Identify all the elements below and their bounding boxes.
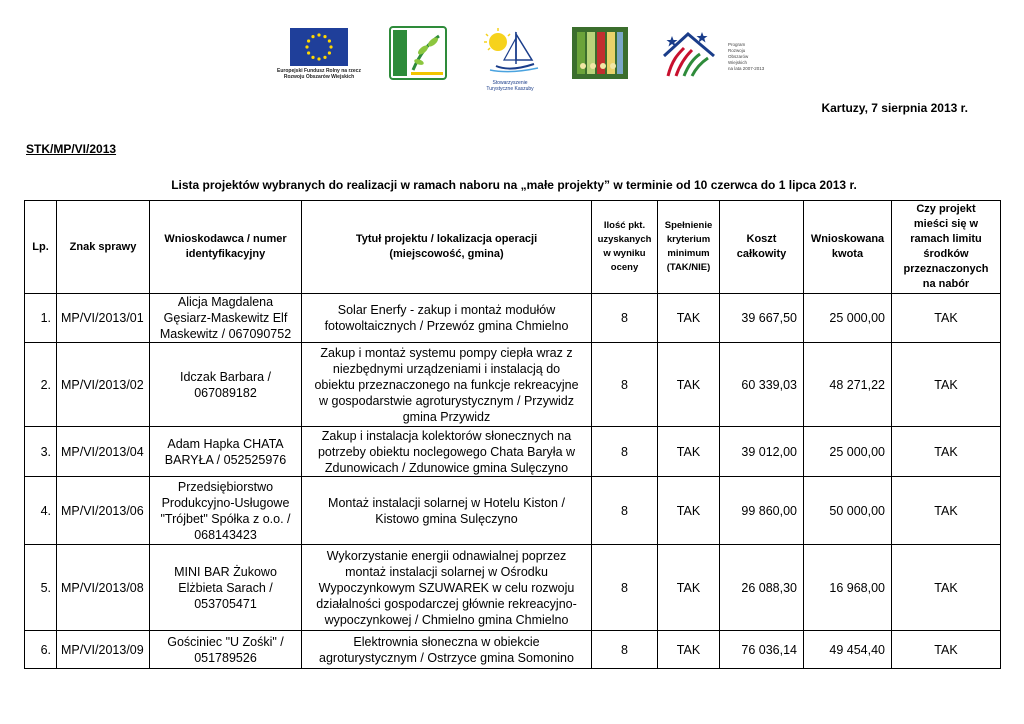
row-points: 8 [592, 477, 658, 545]
row-cost: 99 860,00 [720, 477, 804, 545]
prow-caption: Obszarów [728, 54, 749, 59]
row-title: Montaż instalacji solarnej w Hotelu Kiston / Kistowo gmina Sulęczyno [302, 477, 592, 545]
row-lp: 5. [25, 545, 57, 631]
leader-logo [389, 26, 447, 80]
row-sign: MP/VI/2013/01 [57, 294, 150, 343]
document-date: Kartuzy, 7 sierpnia 2013 r. [821, 101, 968, 115]
row-requested: 49 454,40 [804, 631, 892, 669]
row-cost: 39 012,00 [720, 427, 804, 477]
row-criteria: TAK [658, 631, 720, 669]
row-sign: MP/VI/2013/02 [57, 343, 150, 427]
row-criteria: TAK [658, 477, 720, 545]
prow-caption: Program [728, 42, 746, 47]
row-sign: MP/VI/2013/09 [57, 631, 150, 669]
row-title: Wykorzystanie energii odnawialnej poprzez montaż instalacji solarnej w Ośrodku Wypoczynkowym SZUWAREK w celu rozwoju działalności gospodarczej głównie rekreacyjno- wypoczynkowej / Chmielno gmina Chmielno [302, 545, 592, 631]
row-applicant: Alicja Magdalena Gęsiarz-Maskewitz Elf Maskewitz / 067090752 [150, 294, 302, 343]
row-sign: MP/VI/2013/06 [57, 477, 150, 545]
row-in-limit: TAK [892, 343, 1001, 427]
row-cost: 76 036,14 [720, 631, 804, 669]
document-reference: STK/MP/VI/2013 [26, 142, 117, 156]
row-requested: 25 000,00 [804, 294, 892, 343]
prow-logo [658, 26, 765, 85]
row-title: Solar Enerfy - zakup i montaż modułów fotowoltaicznych / Przewóz gmina Chmielno [302, 294, 592, 343]
row-points: 8 [592, 427, 658, 477]
table-row [25, 477, 1001, 545]
prow-caption: Rozwoju [728, 48, 746, 53]
lgd-logo [571, 26, 629, 80]
row-cost: 60 339,03 [720, 343, 804, 427]
table-row [25, 631, 1001, 669]
kaszuby-caption: Stowarzyszenie [492, 80, 528, 86]
eu-flag-logo [268, 28, 370, 80]
sailboat-icon [476, 26, 544, 74]
row-points: 8 [592, 631, 658, 669]
eu-flag-icon [290, 28, 348, 66]
row-applicant: Gościniec "U Zośki" / 051789526 [150, 631, 302, 669]
prow-caption: na lata 2007-2013 [728, 66, 765, 71]
prow-caption: Wiejskich [728, 60, 748, 65]
row-applicant: Idczak Barbara / 067089182 [150, 343, 302, 427]
table-row [25, 545, 1001, 631]
row-points: 8 [592, 294, 658, 343]
row-lp: 1. [25, 294, 57, 343]
row-points: 8 [592, 343, 658, 427]
document-title: Lista projektów wybranych do realizacji w ramach naboru na „małe projekty” w terminie od 10 czerwca do 1 lipca 2013 r. [171, 178, 857, 192]
eu-caption: Europejski Fundusz Rolny na rzecz [277, 68, 361, 74]
row-criteria: TAK [658, 294, 720, 343]
table-row [25, 294, 1001, 343]
row-sign: MP/VI/2013/04 [57, 427, 150, 477]
header-criteria: Spełnienie kryterium minimum (TAK/NIE) [658, 201, 720, 294]
row-applicant: Przedsiębiorstwo Produkcyjno-Usługowe "Trójbet" Spółka z o.o. / 068143423 [150, 477, 302, 545]
row-lp: 6. [25, 631, 57, 669]
row-lp: 4. [25, 477, 57, 545]
row-applicant: Adam Hapka CHATA BARYŁA / 052525976 [150, 427, 302, 477]
row-title: Zakup i instalacja kolektorów słonecznych na potrzeby obiektu noclegowego Chata Baryła w Zdunowicach / Zdunowice gmina Sulęczyno [302, 427, 592, 477]
table-row [25, 343, 1001, 427]
row-requested: 16 968,00 [804, 545, 892, 631]
row-sign: MP/VI/2013/08 [57, 545, 150, 631]
header-points: Ilość pkt. uzyskanych w wyniku oceny [592, 201, 658, 294]
table-header-row [25, 201, 1001, 294]
header-applicant: Wnioskodawca / numer identyfikacyjny [150, 201, 302, 294]
row-in-limit: TAK [892, 545, 1001, 631]
prow-emblem-icon [658, 26, 724, 80]
logo-bar [0, 22, 1024, 92]
row-cost: 39 667,50 [720, 294, 804, 343]
row-lp: 2. [25, 343, 57, 427]
header-title: Tytuł projektu / lokalizacja operacji (miejscowość, gmina) [302, 201, 592, 294]
header-lp: Lp. [25, 201, 57, 294]
row-criteria: TAK [658, 427, 720, 477]
row-applicant: MINI BAR Żukowo Elżbieta Sarach / 053705471 [150, 545, 302, 631]
row-in-limit: TAK [892, 477, 1001, 545]
row-in-limit: TAK [892, 631, 1001, 669]
row-requested: 25 000,00 [804, 427, 892, 477]
row-requested: 48 271,22 [804, 343, 892, 427]
header-in-limit: Czy projekt mieści się w ramach limitu środków przeznaczonych na nabór [892, 201, 1001, 294]
row-cost: 26 088,30 [720, 545, 804, 631]
header-sign: Znak sprawy [57, 201, 150, 294]
header-requested: Wnioskowana kwota [804, 201, 892, 294]
row-title: Elektrownia słoneczna w obiekcie agroturystycznym / Ostrzyce gmina Somonino [302, 631, 592, 669]
row-criteria: TAK [658, 343, 720, 427]
row-points: 8 [592, 545, 658, 631]
row-requested: 50 000,00 [804, 477, 892, 545]
kaszuby-caption: Turystyczne Kaszuby [486, 86, 534, 92]
row-criteria: TAK [658, 545, 720, 631]
row-lp: 3. [25, 427, 57, 477]
kaszuby-logo [476, 26, 544, 92]
projects-table [24, 200, 1001, 669]
row-in-limit: TAK [892, 294, 1001, 343]
row-in-limit: TAK [892, 427, 1001, 477]
row-title: Zakup i montaż systemu pompy ciepła wraz z niezbędnymi urządzeniami i instalacją do obiektu przeznaczonego na funkcje rekreacyjne w gospodarstwie agroturystycznym / Przywidz gmina Przywidz [302, 343, 592, 427]
table-row [25, 427, 1001, 477]
eu-caption: Rozwoju Obszarów Wiejskich [283, 74, 355, 80]
header-cost: Koszt całkowity [720, 201, 804, 294]
